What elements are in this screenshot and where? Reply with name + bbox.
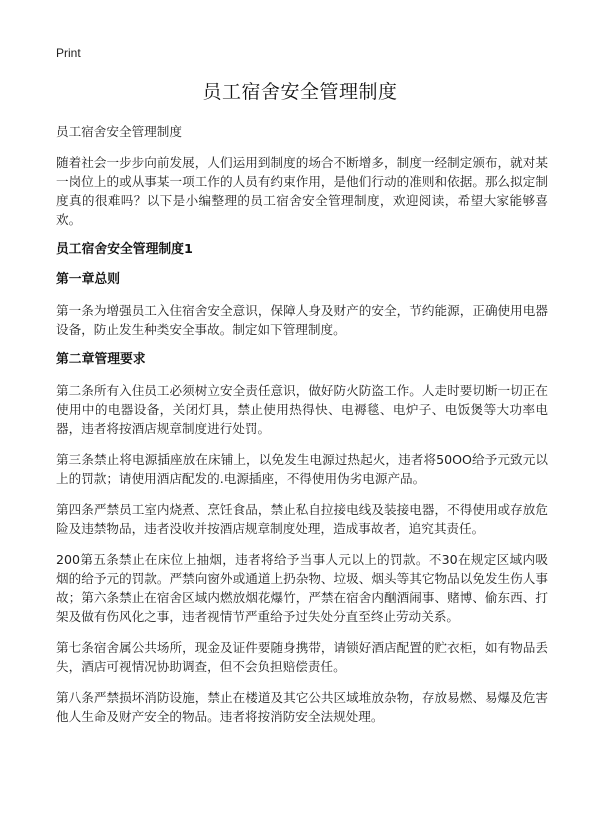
page-title: 员工宿舍安全管理制度 — [202, 81, 398, 103]
article-paragraph: 200第五条禁止在床位上抽烟，违者将给予当事人元以上的罚款。不30在规定区域内吸烟的给予元的罚款。严禁向窗外或通道上扔杂物、垃圾、烟头等其它物品以免发生伤人事故；第六条禁止在宿舍区域内燃放烟花爆竹，严禁在宿舍内酗酒闹事、赌博、偷东西、打架及做有伤风化之事，违者视情节严重给予过失处分直至终止劳动关系。 — [56, 552, 548, 624]
article-paragraph: 第四条严禁员工室内烧煮、烹饪食品，禁止私自拉接电线及装接电器，不得使用或存放危险及违禁物品，违者没收并按酒店规章制度处理，造成事故者，追究其责任。 — [56, 502, 548, 536]
chapter-heading: 第一章总则 — [56, 272, 120, 287]
section-heading: 员工宿舍安全管理制度1 — [56, 242, 193, 257]
print-label[interactable]: Print — [56, 46, 81, 60]
article-paragraph: 第七条宿舍属公共场所，现金及证件要随身携带，请锁好酒店配置的贮衣柜，如有物品丢失，酒店可视情况协助调查，但不会负担赔偿责任。 — [56, 640, 548, 674]
article-paragraph: 第八条严禁损坏消防设施，禁止在楼道及其它公共区域堆放杂物，存放易燃、易爆及危害他人生命及财产安全的物品。违者将按消防安全法规处理。 — [56, 690, 548, 724]
article-paragraph: 第三条禁止将电源插座放在床铺上，以免发生电源过热起火，违者将50OO给予元致元以上的罚款；请使用酒店配发的.电源插座，不得使用伪劣电源产品。 — [56, 452, 548, 486]
chapter-heading: 第二章管理要求 — [56, 352, 146, 367]
subtitle-paragraph: 员工宿舍安全管理制度 — [56, 124, 182, 139]
document-body — [56, 122, 548, 738]
intro-paragraph: 随着社会一步步向前发展，人们运用到制度的场合不断增多，制度一经制定颁布，就对某一岗位上的或从事某一项工作的人员有约束作用，是他们行动的准则和依据。那么拟定制度真的很难吗？以下是小编整理的员工宿舍安全管理制度，欢迎阅读，希望大家能够喜欢。 — [56, 155, 548, 227]
article-paragraph: 第二条所有入住员工必须树立安全责任意识，做好防火防盗工作。人走时要切断一切正在使用中的电器设备，关闭灯具，禁止使用热得快、电褥毯、电炉子、电饭煲等大功率电器，违者将按酒店规章制度进行处罚。 — [56, 383, 548, 436]
article-paragraph: 第一条为增强员工入住宿舍安全意识，保障人身及财产的安全，节约能源，正确使用电器设备，防止发生种类安全事故。制定如下管理制度。 — [56, 303, 548, 337]
